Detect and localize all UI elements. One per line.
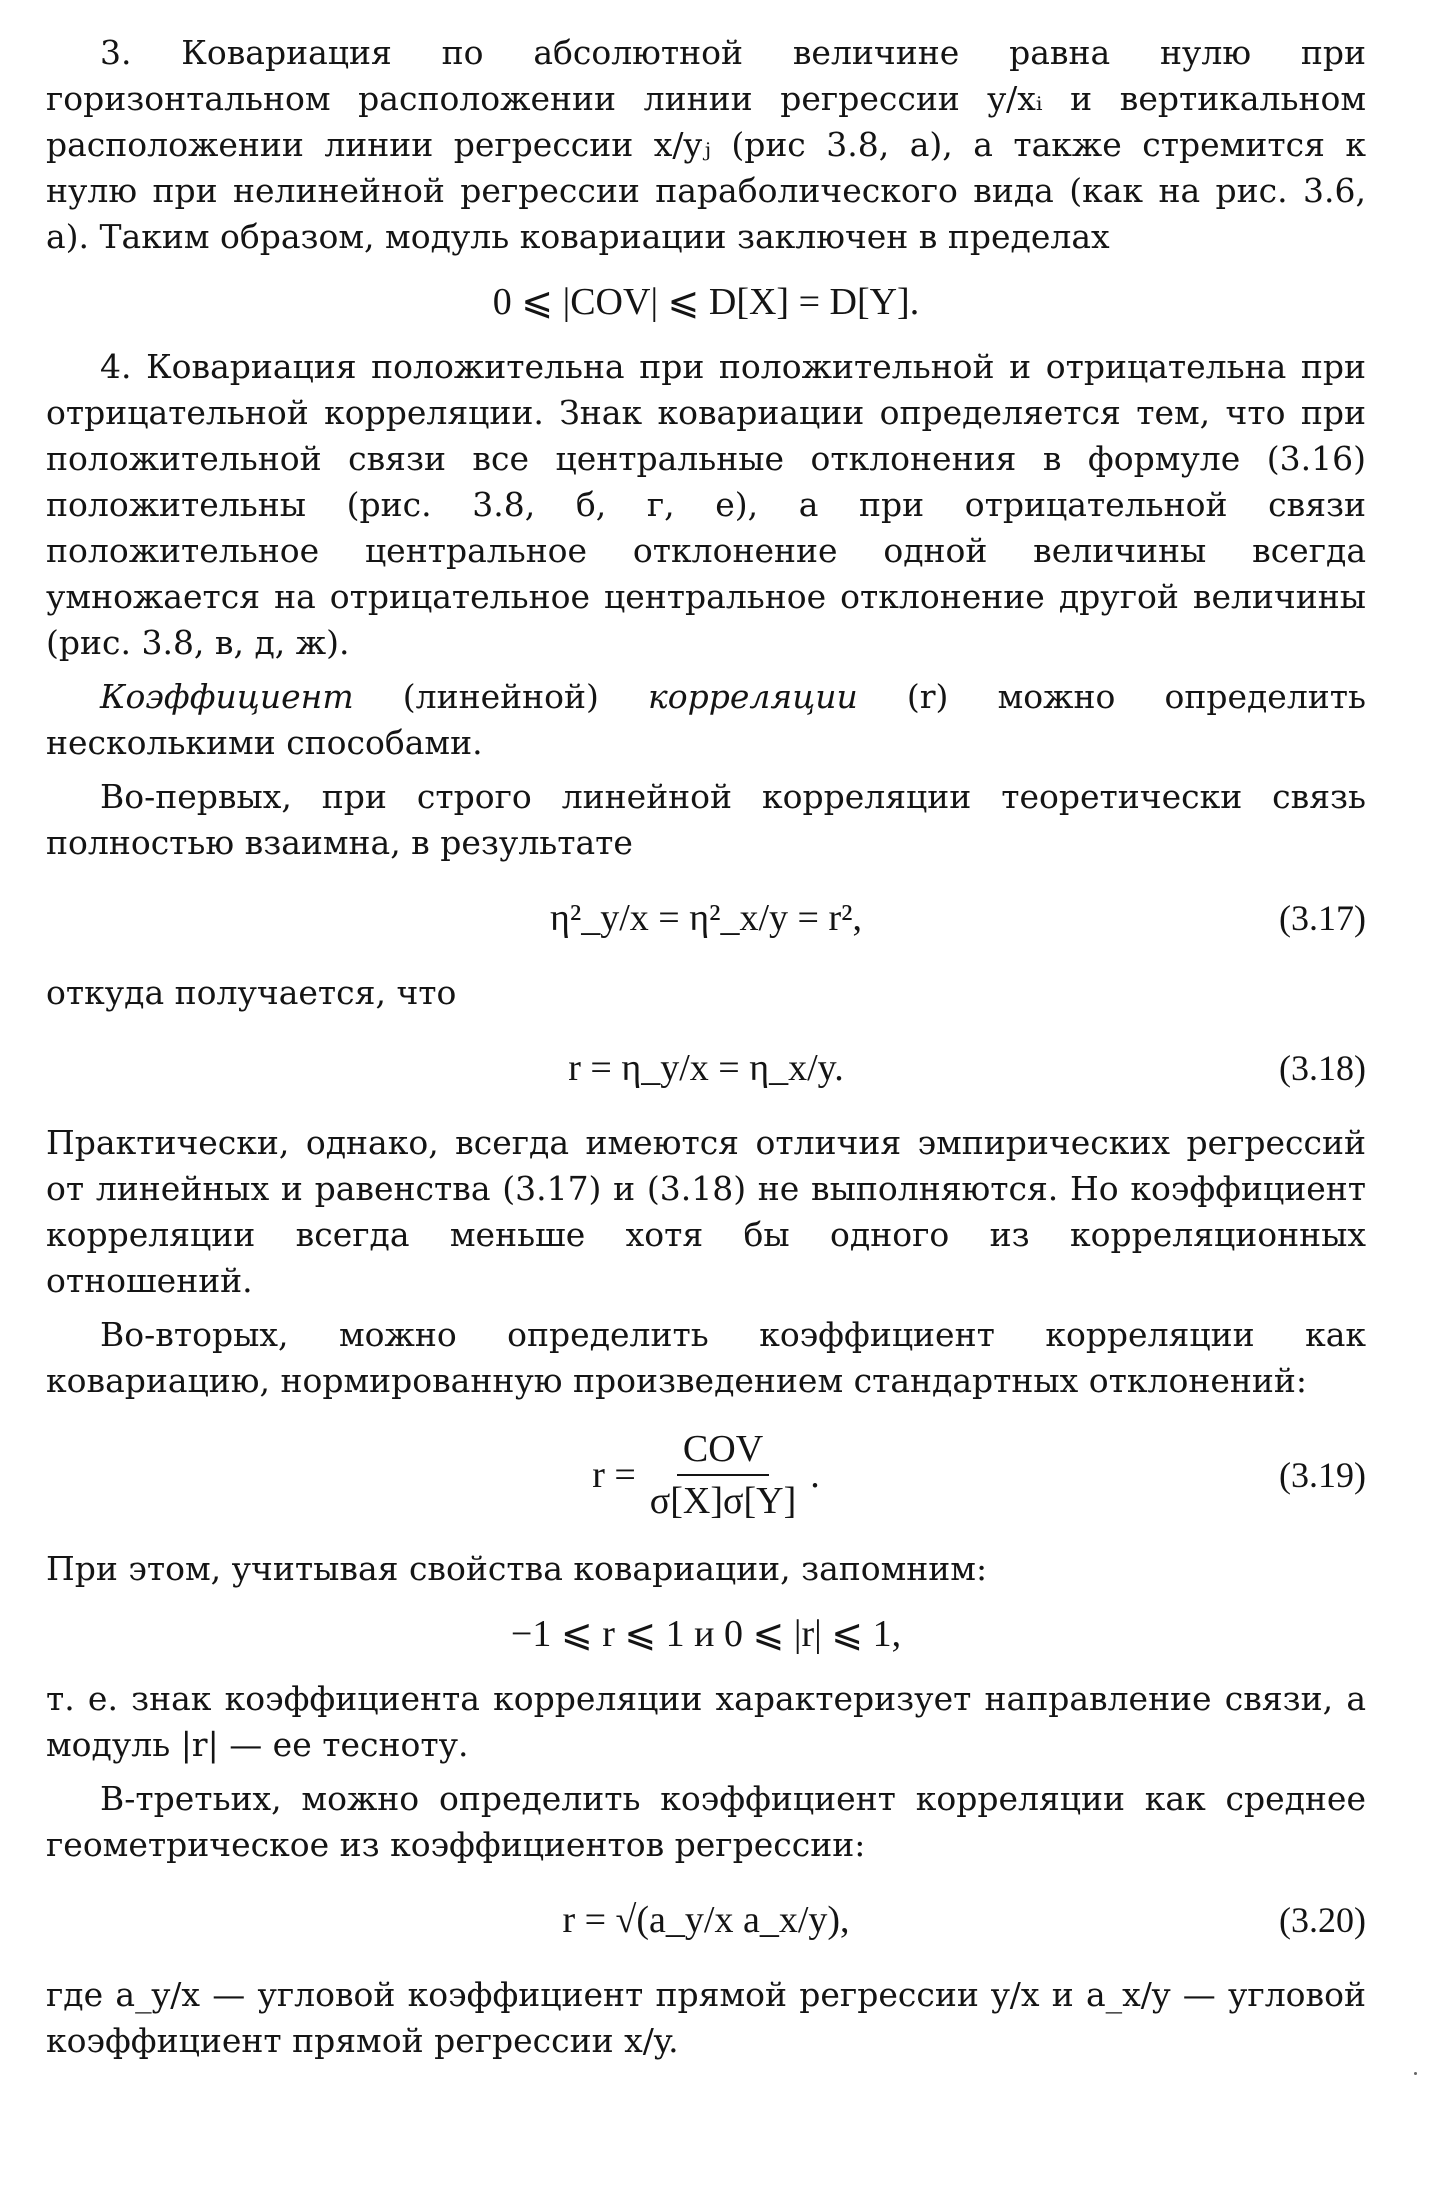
equation-3-20: r = √(a_y/x a_x/y), [562,1899,850,1941]
term-coefficient: Коэффициент [100,677,354,716]
equation-number-3-17: (3.17) [1279,898,1366,938]
equation-3-18: r = η_y/x = η_x/y. [568,1047,844,1089]
equation-3-17-row [46,872,1366,964]
equation-3-19-period: . [810,1454,820,1496]
paragraph-item-3: 3. Ковариация по абсолютной величине равна нулю при горизонтальном расположении линии регрессии y/xᵢ и вертикальном расположении линии регрессии x/yⱼ (рис 3.8, а), а также стремится к нулю при нелинейной регрессии параболического вида (как на рис. 3.6, а). Таким образом, модуль ковариации заключен в пределах [46,33,1366,256]
fraction-denominator: σ[X]σ[Y] [649,1480,797,1522]
equation-3-17: η²_y/x = η²_x/y = r², [549,897,863,939]
equation-3-19 [46,1410,1366,1540]
coef-rest: (r) можно определить несколькими способами. [46,677,1367,762]
paragraph-first-method: Во-первых, при строго линейной корреляции теоретически связь полностью взаимна, в результате [46,777,1366,862]
scan-speck [1414,2072,1417,2075]
equation-number-3-18: (3.18) [1279,1048,1366,1088]
fraction-numerator: COV [677,1426,769,1476]
equation-3-19-fraction [644,1426,802,1524]
equation-3-18-row [46,1022,1366,1114]
equation-inequality: −1 ⩽ r ⩽ 1 и 0 ⩽ |r| ⩽ 1, [510,1613,902,1655]
paragraph-where: где a_y/x — угловой коэффициент прямой регрессии y/x и a_x/y — угловой коэффициент прямой регрессии x/y. [46,1975,1366,2060]
equation-bounds: 0 ⩽ |COV| ⩽ D[X] = D[Y]. [492,281,920,323]
equation-number-3-20: (3.20) [1279,1900,1366,1940]
paragraph-second-method: Во-вторых, можно определить коэффициент корреляции как ковариацию, нормированную произведением стандартных отклонений: [46,1315,1366,1400]
page-content [46,30,1366,2064]
paragraph-item-4: 4. Ковариация положительна при положительной и отрицательна при отрицательной корреляции. Знак ковариации определяется тем, что при положительной связи все центральные отклонения в формуле (3.16) положительны (рис. 3.8, б, г, е), а при отрицательной связи положительное центральное отклонение одной величины всегда умножается на отрицательное центральное отклонение другой величины (рис. 3.8, в, д, ж). [46,347,1366,662]
equation-3-20-row [46,1874,1366,1966]
paragraph-whence: откуда получается, что [46,973,457,1012]
paragraph-practice: Практически, однако, всегда имеются отличия эмпирических регрессий от линейных и равенства (3.17) и (3.18) не выполняются. Но коэффициент корреляции всегда меньше хотя бы одного из корреляционных отношений. [46,1123,1366,1300]
paragraph-coefficient-definition [46,674,1366,766]
paragraph-ie: т. е. знак коэффициента корреляции характеризует направление связи, а модуль |r| — ее тесноту. [46,1679,1366,1764]
paragraph-remember: При этом, учитывая свойства ковариации, запомним: [46,1549,988,1588]
equation-3-19-lhs: r = [592,1454,636,1496]
equation-number-3-19: (3.19) [1279,1455,1366,1495]
equation-3-19-row [46,1410,1366,1540]
paragraph-third-method: В-третьих, можно определить коэффициент корреляции как среднее геометрическое из коэффициентов регрессии: [46,1779,1366,1864]
coef-mid: (линейной) [353,677,649,716]
equation-bounds-row [46,266,1366,338]
equation-inequality-row [46,1598,1366,1670]
term-correlation: корреляции [648,677,858,716]
